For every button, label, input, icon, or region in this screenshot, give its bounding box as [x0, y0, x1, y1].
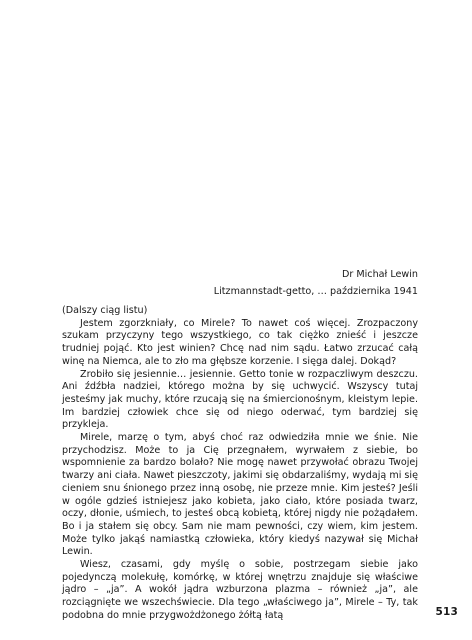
letter-author: Dr Michał Lewin	[341, 269, 418, 280]
paragraph: (Dalszy ciąg listu)	[62, 305, 148, 316]
paragraph: Wiesz, czasami, gdy myślę o sobie, postrzegam siebie jako pojedynczą molekułę, komórkę, w której wnętrzu znajduje się właściwe jądro – „ja”. A wokół jądra wzburzona plazma – również „ja”, ale rozciągnięte we wszechświecie. Dla tego „właściwego ja”, Mirele – Ty, tak podobna do mnie przygwożdżonego żółtą łatą	[62, 559, 418, 621]
letter-header	[214, 266, 418, 300]
paragraph: Jestem zgorzkniały, co Mirele? To nawet coś więcej. Zrozpaczony szukam przyczyny tego wszystkiego, co tak ciężko znieść i jeszcze trudniej pojąć. Kto jest winien? Chcę nad nim sądu. Łatwo zrzucać całą winę na Niemca, ale to zło ma głębsze korzenie. I sięga dalej. Dokąd?	[62, 317, 418, 367]
paragraph: Zrobiło się jesiennie… jesiennie. Getto tonie w rozpaczliwym deszczu. Ani źdźbła nadziei, którego można by się uchwycić. Wszyscy tutaj jesteśmy jak muchy, które rzucają się na śmiercionośnym, kleistym lepie. Im bardziej człowiek chce się od niego oderwać, tym bardziej się przykleja.	[62, 368, 418, 431]
letter-body	[62, 305, 418, 623]
paragraph: Mirele, marzę o tym, abyś choć raz odwiedziła mnie we śnie. Nie przychodzisz. Może to ja Cię przegnałem, wyrwałem z siebie, bo wspomnienie za bardzo bolało? Nie mogę nawet przywołać obrazu Twojej twarzy ani ciała. Nawet pieszczoty, jakimi się obdarzaliśmy, wydają mi się cieniem snu śnionego przez inną osobę, nie przeze mnie. Kim jesteś? Jeśli w ogóle gdzieś istniejesz jako kobieta, jako ciało, które posiada twarz, oczy, dłonie, uśmiech, to jesteś obcą kobietą, której nigdy nie pożądałem. Bo i ja stałem się obcy. Sam nie mam pewności, czy wiem, kim jestem. Może tylko jakąś namiastką człowieka, który kiedyś nazywał się Michał Lewin.	[62, 432, 418, 558]
letter-place-date: Litzmannstadt-getto, … października 1941	[213, 286, 418, 297]
page-number: 513	[435, 606, 458, 618]
